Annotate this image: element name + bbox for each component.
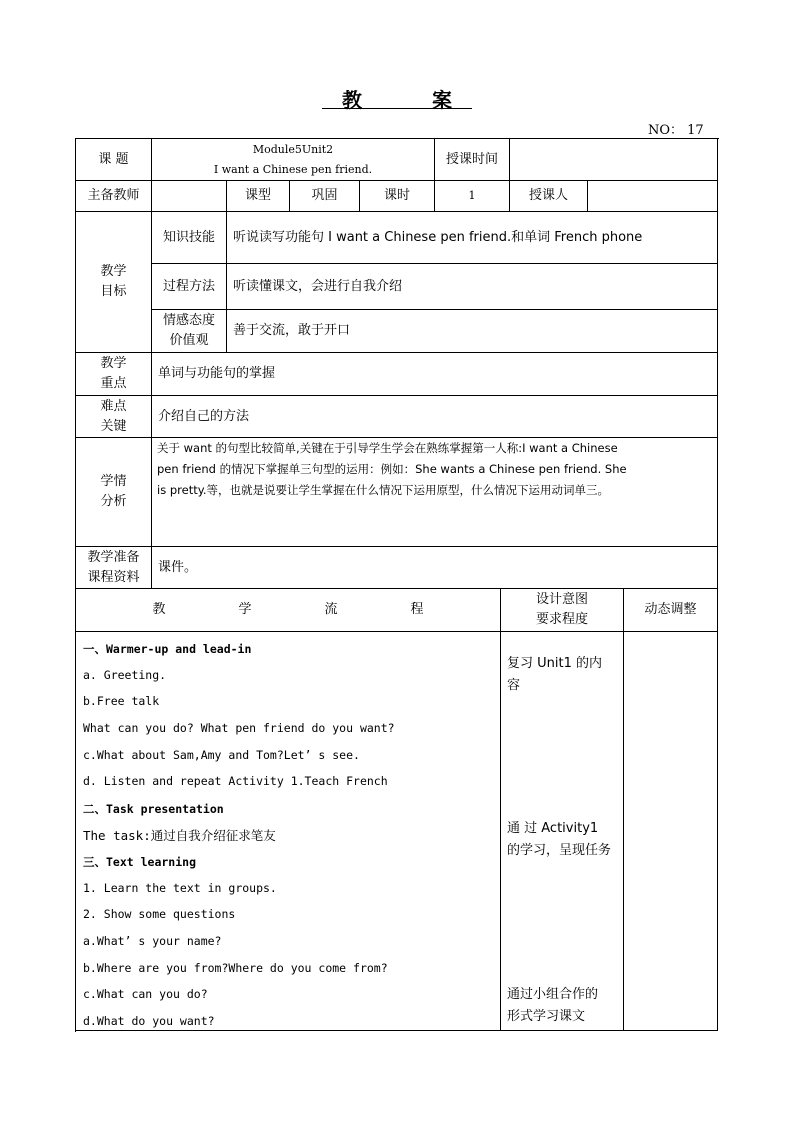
key-point-label: 教学 重点 [75,353,152,396]
lesson-type-label: 课型 [227,181,290,212]
prep-label: 教学准备 课程资料 [75,547,152,589]
analysis-line-1: 关于 want 的句型比较简单,关键在于引导学生学会在熟练掌握第一人称:I want a Chinese [157,441,618,455]
process-header-char-2: 学 [238,602,252,617]
goals-label: 教学 目标 [75,212,152,353]
dynamic-adjust-header: 动态调整 [624,589,718,632]
analysis-line-2: pen friend 的情况下掌握单三句型的运用：例如：She wants a Chinese pen friend. She [157,462,627,476]
lesson-type-value: 巩固 [290,181,360,212]
class-hours-value: 1 [435,181,510,212]
intent-note-1: 复习 Unit1 的内 容 [507,656,602,693]
process-header-char-4: 程 [410,602,424,617]
design-intent-header: 设计意图 要求程度 [501,589,624,632]
process-line: The task:通过自我介绍征求笔友 [83,828,276,843]
process-header-char-1: 教 [152,602,166,617]
goal-process-label: 过程方法 [152,264,227,310]
process-line: a. Greeting. [83,668,167,682]
class-hours-label: 课时 [360,181,435,212]
process-line: b.Free talk [83,694,160,708]
process-line: d.What do you want? [83,1014,215,1028]
lecturer-label: 授课人 [510,181,588,212]
analysis-text [152,438,718,547]
goal-attitude-text: 善于交流，敢于开口 [227,310,718,353]
process-line: a.What’ s your name? [83,934,222,948]
title-char-2: 案 [432,88,452,112]
goal-process-text: 听读懂课文，会进行自我介绍 [227,264,718,310]
lead-teacher-label: 主备教师 [75,181,152,212]
section-text-learning: 三、Text learning [83,855,197,869]
process-line: What can you do? What pen friend do you want? [83,721,395,735]
process-line: 2. Show some questions [83,907,236,921]
topic-line-1: Module5Unit2 [252,142,334,156]
goal-knowledge-label: 知识技能 [152,212,227,264]
lecturer-value [588,181,718,212]
intent-note-3: 通过小组合作的 形式学习课文 [507,987,599,1024]
analysis-label: 学情 分析 [75,438,152,547]
topic-label: 课 题 [75,138,152,181]
process-header [75,589,501,632]
lead-teacher-value [152,181,227,212]
topic-line-2: I want a Chinese pen friend. [213,162,373,176]
section-task-presentation: 二、Task presentation [83,802,224,816]
process-line: d. Listen and repeat Activity 1.Teach French [83,774,388,788]
section-warmer-up: 一、Warmer-up and lead-in [83,642,252,656]
prep-text: 课件。 [152,547,718,589]
class-time-value [510,138,718,181]
process-line: c.What about Sam,Amy and Tom?Let’ s see. [83,748,360,762]
dynamic-adjust-body [624,632,718,1031]
intent-note-2: 通 过 Activity1 的学习，呈现任务 [507,821,612,858]
process-line: 1. Learn the text in groups. [83,881,277,895]
title-underline [322,108,472,109]
process-header-char-3: 流 [324,602,338,617]
class-time-label: 授课时间 [435,138,510,181]
topic-value [152,138,435,181]
difficulty-text: 介绍自己的方法 [152,396,718,438]
process-line: c.What can you do? [83,987,208,1001]
goal-attitude-label: 情感态度 价值观 [152,310,227,353]
analysis-line-3: is pretty.等，也就是说要让学生掌握在什么情况下运用原型，什么情况下运用动词单三。 [157,483,610,497]
document-number: NO： 17 [648,123,704,138]
goal-knowledge-text: 听说读写功能句 I want a Chinese pen friend.和单词 French phone [227,212,718,264]
process-line: b.Where are you from?Where do you come from? [83,961,388,975]
title-char-1: 教 [342,88,362,112]
key-point-text: 单词与功能句的掌握 [152,353,718,396]
difficulty-label: 难点 关键 [75,396,152,438]
